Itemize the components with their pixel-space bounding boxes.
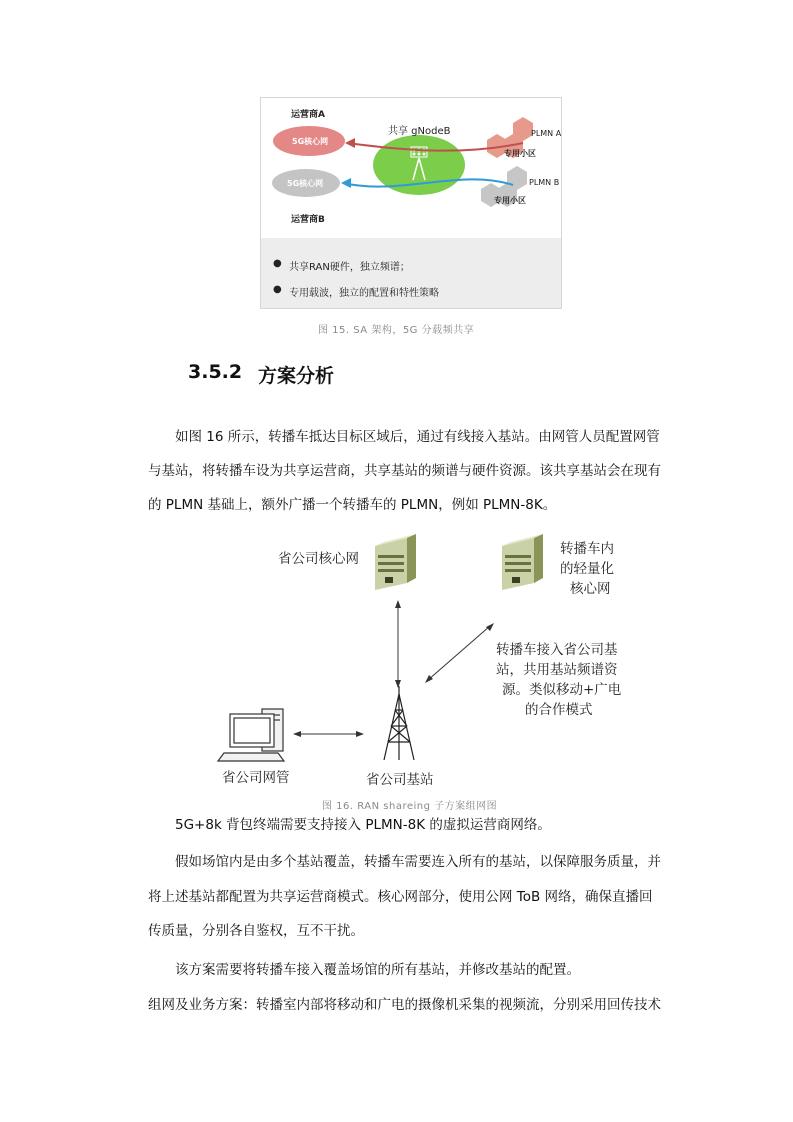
paragraph-line: 5G+8k 背包终端需要支持接入 PLMN-8K 的虚拟运营商网络。 <box>175 817 551 833</box>
plmn-b-label: PLMN B <box>529 178 560 187</box>
gnodeb-label: 共享 gNodeB <box>388 126 451 137</box>
figure-15-caption: 图 15. SA 架构，5G 分载频共享 <box>318 325 475 336</box>
province-core-server-icon <box>375 534 416 590</box>
vehicle-note: 站，共用基站频谱资 <box>496 662 618 678</box>
link-b-arrowhead <box>341 178 351 188</box>
figure-16-caption: 图 16. RAN shareing 子方案组网图 <box>322 801 498 812</box>
paragraph-line: 将上述基站都配置为共享运营商模式。核心网部分，使用公网 ToB 网络，确保直播回 <box>148 889 653 905</box>
vehicle-note: 源。类似移动+广电 <box>502 682 622 698</box>
bullet-dot: ● <box>273 258 282 269</box>
cell-b-label: 专用小区 <box>494 196 526 205</box>
cell-a-label: 专用小区 <box>504 149 536 158</box>
vehicle-core-label: 核心网 <box>570 581 611 597</box>
bullet-dot: ● <box>273 284 282 295</box>
vehicle-core-label: 的轻量化 <box>560 561 614 577</box>
plmn-a-label: PLMN A <box>531 129 562 138</box>
arrowhead <box>486 623 494 631</box>
base-station-tower-icon <box>384 686 414 760</box>
paragraph-line: 传质量，分别各自鉴权，互不干扰。 <box>148 923 364 939</box>
operator-a-label: 运营商A <box>291 110 325 120</box>
arrowhead <box>395 680 401 688</box>
figure-15 <box>260 97 562 309</box>
vehicle-note: 转播车接入省公司基 <box>496 642 618 658</box>
nms-computer-icon <box>218 709 284 761</box>
province-bs-label: 省公司基站 <box>366 772 434 788</box>
province-nms-label: 省公司网管 <box>222 770 290 786</box>
link-a-arrowhead <box>345 138 355 148</box>
vehicle-note: 的合作模式 <box>525 702 593 718</box>
feature-bullet: 共享RAN硬件，独立频谱； <box>289 262 410 273</box>
paragraph-line: 的 PLMN 基础上，额外广播一个转播车的 PLMN，例如 PLMN-8K。 <box>148 497 557 513</box>
core-b-label: 5G核心网 <box>287 179 324 188</box>
arrowhead <box>356 731 364 737</box>
feature-bullet: 专用载波，独立的配置和特性策略 <box>289 288 439 299</box>
paragraph-line: 该方案需要将转播车接入覆盖场馆的所有基站，并修改基站的配置。 <box>175 962 580 978</box>
paragraph-line: 组网及业务方案：转播室内部将移动和广电的摄像机采集的视频流，分别采用回传技术 <box>148 997 661 1013</box>
operator-b-label: 运营商B <box>291 215 325 225</box>
paragraph-line: 如图 16 所示，转播车抵达目标区域后，通过有线接入基站。由网管人员配置网管 <box>175 429 660 445</box>
province-core-label: 省公司核心网 <box>278 551 359 567</box>
section-number: 3.5.2 <box>188 361 243 383</box>
arrowhead <box>395 600 401 608</box>
vehicle-core-label: 转播车内 <box>560 541 614 557</box>
vehicle-core-server-icon <box>502 534 543 590</box>
vehicle-bs-link <box>428 626 490 680</box>
feature-panel <box>261 238 561 308</box>
arrowhead <box>293 731 301 737</box>
paragraph-line: 与基站，将转播车设为共享运营商，共享基站的频谱与硬件资源。该共享基站会在现有 <box>148 463 661 479</box>
core-a-label: 5G核心网 <box>292 137 329 146</box>
paragraph-line: 假如场馆内是由多个基站覆盖，转播车需要连入所有的基站，以保障服务质量，并 <box>175 854 661 870</box>
section-title: 方案分析 <box>258 365 335 387</box>
